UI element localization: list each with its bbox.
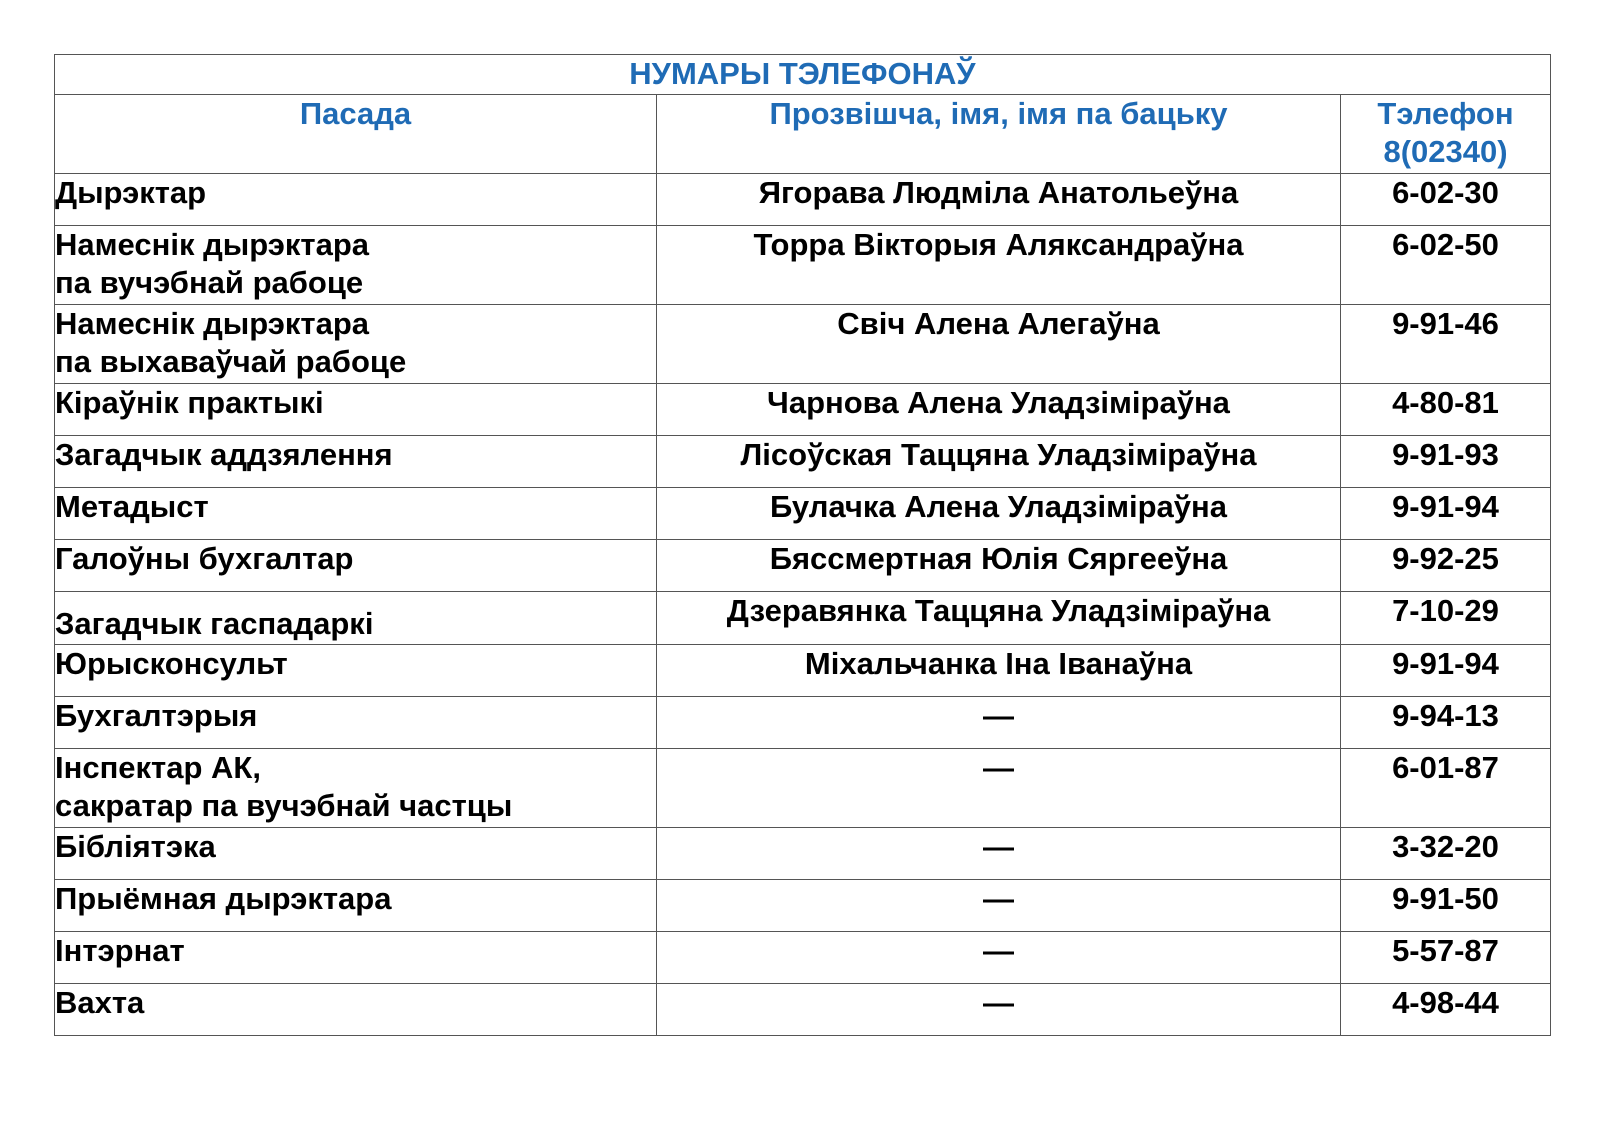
phone-cell: 9-92-25 (1341, 540, 1551, 592)
name-cell: Свіч Алена Алегаўна (657, 305, 1341, 384)
phone-cell: 9-91-94 (1341, 645, 1551, 697)
name-cell: Чарнова Алена Уладзіміраўна (657, 384, 1341, 436)
phone-directory-table (54, 54, 1551, 1036)
position-text: Галоўны бухгалтар (55, 541, 354, 576)
position-text: Вахта (55, 985, 145, 1020)
title-row (55, 55, 1551, 95)
position-text: Юрысконсульт (55, 646, 288, 681)
position-text: Інспектар АК, (55, 750, 261, 785)
phone-cell: 6-02-30 (1341, 174, 1551, 226)
position-cell (55, 697, 657, 749)
position-cell (55, 436, 657, 488)
table-row (55, 592, 1551, 645)
position-text: Загадчык гаспадаркі (55, 606, 374, 641)
position-text: Бібліятэка (55, 829, 216, 864)
table-body (55, 174, 1551, 1036)
name-cell: — (657, 984, 1341, 1036)
table-row (55, 540, 1551, 592)
position-cell (55, 226, 657, 305)
position-text: Прыёмная дырэктара (55, 881, 392, 916)
name-cell: — (657, 880, 1341, 932)
position-cell (55, 384, 657, 436)
table-row (55, 226, 1551, 305)
phone-cell: 9-91-94 (1341, 488, 1551, 540)
phone-cell: 6-02-50 (1341, 226, 1551, 305)
phone-header-line2: 8(02340) (1383, 134, 1508, 169)
name-cell: Бяссмертная Юлія Сяргееўна (657, 540, 1341, 592)
column-header-phone (1341, 95, 1551, 174)
column-header-position: Пасада (55, 95, 657, 174)
position-text: Намеснік дырэктара (55, 306, 370, 341)
name-cell: Торра Вікторыя Аляксандраўна (657, 226, 1341, 305)
phone-cell: 4-80-81 (1341, 384, 1551, 436)
position-text: па вучэбнай рабоце (55, 265, 364, 300)
table-row (55, 749, 1551, 828)
table-row (55, 305, 1551, 384)
position-cell (55, 749, 657, 828)
position-cell (55, 488, 657, 540)
table-row (55, 932, 1551, 984)
position-cell (55, 880, 657, 932)
position-cell (55, 174, 657, 226)
table-row (55, 880, 1551, 932)
name-cell: Міхальчанка Іна Іванаўна (657, 645, 1341, 697)
position-text: Загадчык аддзялення (55, 437, 393, 472)
phone-cell: 9-91-50 (1341, 880, 1551, 932)
position-cell (55, 932, 657, 984)
phone-cell: 7-10-29 (1341, 592, 1551, 645)
table-row (55, 828, 1551, 880)
position-text: па выхаваўчай рабоце (55, 344, 407, 379)
position-text: Намеснік дырэктара (55, 227, 370, 262)
position-text: Інтэрнат (55, 933, 185, 968)
name-cell: Ягорава Людміла Анатольеўна (657, 174, 1341, 226)
phone-cell: 5-57-87 (1341, 932, 1551, 984)
phone-cell: 9-91-93 (1341, 436, 1551, 488)
position-text: Бухгалтэрыя (55, 698, 258, 733)
position-cell (55, 540, 657, 592)
table-row (55, 174, 1551, 226)
phone-cell: 4-98-44 (1341, 984, 1551, 1036)
phone-cell: 9-91-46 (1341, 305, 1551, 384)
phone-header-line1: Тэлефон (1377, 96, 1514, 131)
table-title: НУМАРЫ ТЭЛЕФОНАЎ (55, 55, 1551, 95)
position-text: сакратар па вучэбнай частцы (55, 788, 513, 823)
name-cell: — (657, 749, 1341, 828)
position-text: Кіраўнік практыкі (55, 385, 324, 420)
table-row (55, 645, 1551, 697)
table-row (55, 984, 1551, 1036)
phone-cell: 9-94-13 (1341, 697, 1551, 749)
position-cell (55, 828, 657, 880)
phone-cell: 6-01-87 (1341, 749, 1551, 828)
name-cell: Лісоўская Таццяна Уладзіміраўна (657, 436, 1341, 488)
position-cell (55, 984, 657, 1036)
table-row (55, 384, 1551, 436)
position-cell (55, 645, 657, 697)
name-cell: — (657, 697, 1341, 749)
column-header-name: Прозвішча, імя, імя па бацьку (657, 95, 1341, 174)
table-row (55, 436, 1551, 488)
table-row (55, 488, 1551, 540)
position-cell (55, 305, 657, 384)
name-cell: — (657, 828, 1341, 880)
phone-cell: 3-32-20 (1341, 828, 1551, 880)
name-cell: Булачка Алена Уладзіміраўна (657, 488, 1341, 540)
name-cell: — (657, 932, 1341, 984)
header-row (55, 95, 1551, 174)
position-text: Метадыст (55, 489, 209, 524)
name-cell: Дзеравянка Таццяна Уладзіміраўна (657, 592, 1341, 645)
position-text: Дырэктар (55, 175, 207, 210)
position-cell (55, 592, 657, 645)
table-row (55, 697, 1551, 749)
